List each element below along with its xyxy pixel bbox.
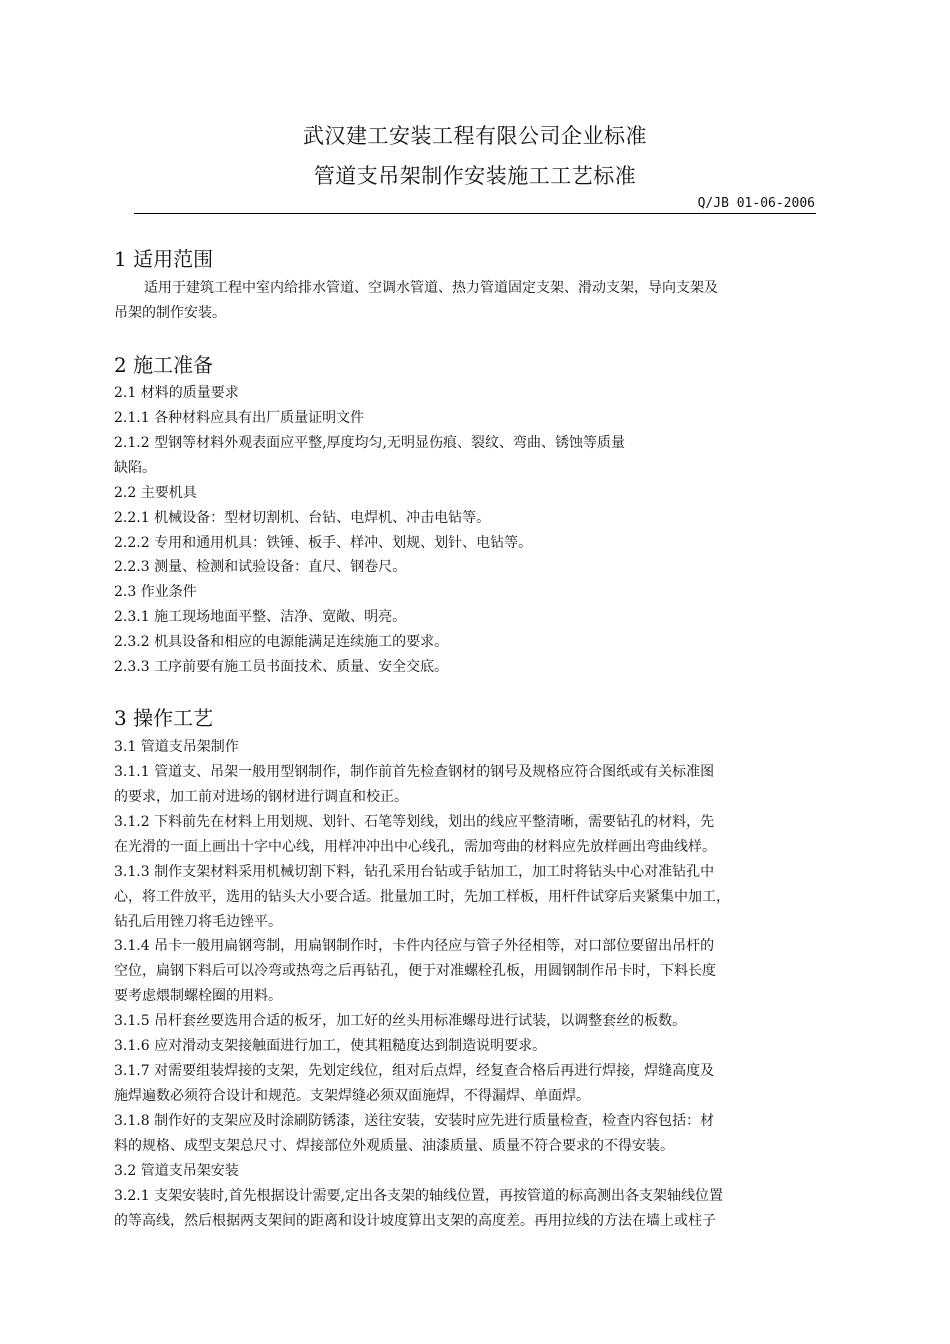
paragraph-line: 吊架的制作安装。 [114, 305, 226, 321]
clause-line: 3.1.6 应对滑动支架接触面进行加工，使其粗糙度达到制造说明要求。 [114, 1038, 547, 1054]
clause-line: 3.1.1 管道支、吊架一般用型钢制作，制作前首先检查钢材的钢号及规格应符合图纸或有关标准图 [114, 764, 715, 780]
header-rule [134, 213, 816, 214]
clause-line: 3.1 管道支吊架制作 [114, 739, 239, 755]
clause-line: 3.2 管道支吊架安装 [114, 1163, 239, 1179]
clause-line: 2.3.3 工序前要有施工员书面技术、质量、安全交底。 [114, 659, 449, 675]
clause-line: 2.1 材料的质量要求 [114, 385, 239, 401]
clause-line: 料的规格、成型支架总尺寸、焊接部位外观质量、油漆质量、质量不符合要求的不得安装。 [114, 1138, 674, 1154]
clause-line: 2.3 作业条件 [114, 584, 197, 600]
company-standard-title: 武汉建工安装工程有限公司企业标准 [303, 124, 647, 148]
clause-line: 施焊遍数必须符合设计和规范。支架焊缝必须双面施焊，不得漏焊、单面焊。 [114, 1088, 590, 1104]
clause-line: 3.1.8 制作好的支架应及时涂刷防锈漆，送往安装，安装时应先进行质量检查，检查内容包括：材 [114, 1113, 715, 1129]
clause-line: 3.2.1 支架安装时,首先根据设计需要,定出各支架的轴线位置，再按管道的标高测出各支架轴线位置 [114, 1188, 723, 1204]
clause-line: 3.1.3 制作支架材料采用机械切割下料，钻孔采用台钻或手钻加工，加工时将钻头中心对准钻孔中 [114, 864, 715, 880]
clause-line: 缺陷。 [114, 460, 156, 476]
clause-line: 2.1.2 型钢等材料外观表面应平整,厚度均匀,无明显伤痕、裂纹、弯曲、锈蚀等质量 [114, 435, 625, 451]
clause-line: 2.2.2 专用和通用机具：铁锤、板手、样冲、划规、划针、电钻等。 [114, 535, 533, 551]
clause-line: 3.1.7 对需要组装焊接的支架，先划定线位，组对后点焊，经复查合格后再进行焊接，焊缝高度及 [114, 1063, 715, 1079]
clause-line: 3.1.5 吊杆套丝要选用合适的板牙，加工好的丝头用标准螺母进行试装，以调整套丝的板数。 [114, 1013, 687, 1029]
clause-line: 2.2.1 机械设备：型材切割机、台钻、电焊机、冲击电钻等。 [114, 510, 491, 526]
clause-line: 的要求，加工前对进场的钢材进行调直和校正。 [114, 789, 408, 805]
clause-line: 3.1.2 下料前先在材料上用划规、划针、石笔等划线，划出的线应平整清晰，需要钻孔的材料，先 [114, 814, 715, 830]
clause-line: 钻孔后用锉刀将毛边锉平。 [114, 914, 282, 930]
clause-line: 2.1.1 各种材料应具有出厂质量证明文件 [114, 410, 365, 426]
clause-line: 2.2 主要机具 [114, 485, 197, 501]
clause-line: 的等高线，然后根据两支架间的距离和设计坡度算出支架的高度差。再用拉线的方法在墙上或柱子 [114, 1213, 716, 1229]
paragraph-line: 适用于建筑工程中室内给排水管道、空调水管道、热力管道固定支架、滑动支架，导向支架及 [144, 280, 718, 296]
clause-line: 要考虑煨制螺栓圈的用料。 [114, 988, 282, 1004]
clause-line: 2.3.2 机具设备和相应的电源能满足连续施工的要求。 [114, 634, 449, 650]
clause-line: 3.1.4 吊卡一般用扁钢弯制，用扁钢制作时，卡件内径应与管子外径相等，对口部位要留出吊杆的 [114, 938, 715, 954]
document-title: 管道支吊架制作安装施工工艺标准 [313, 164, 637, 188]
section-heading-3: 3 操作工艺 [114, 706, 214, 730]
section-heading-2: 2 施工准备 [114, 353, 214, 377]
clause-line: 2.2.3 测量、检测和试验设备：直尺、钢卷尺。 [114, 559, 407, 575]
clause-line: 2.3.1 施工现场地面平整、洁净、宽敞、明亮。 [114, 609, 407, 625]
clause-line: 空位，扁钢下料后可以冷弯或热弯之后再钻孔，便于对准螺栓孔板，用圆钢制作吊卡时，下料长度 [114, 963, 716, 979]
section-heading-1: 1 适用范围 [114, 247, 214, 271]
standard-code: Q/JB 01-06-2006 [697, 196, 815, 211]
clause-line: 在光滑的一面上画出十字中心线，用样冲冲出中心线孔，需加弯曲的材料应先放样画出弯曲线样。 [114, 839, 716, 855]
clause-line: 心，将工件放平，选用的钻头大小要合适。批量加工时，先加工样板，用杆件试穿后夹紧集中加工， [114, 889, 730, 905]
